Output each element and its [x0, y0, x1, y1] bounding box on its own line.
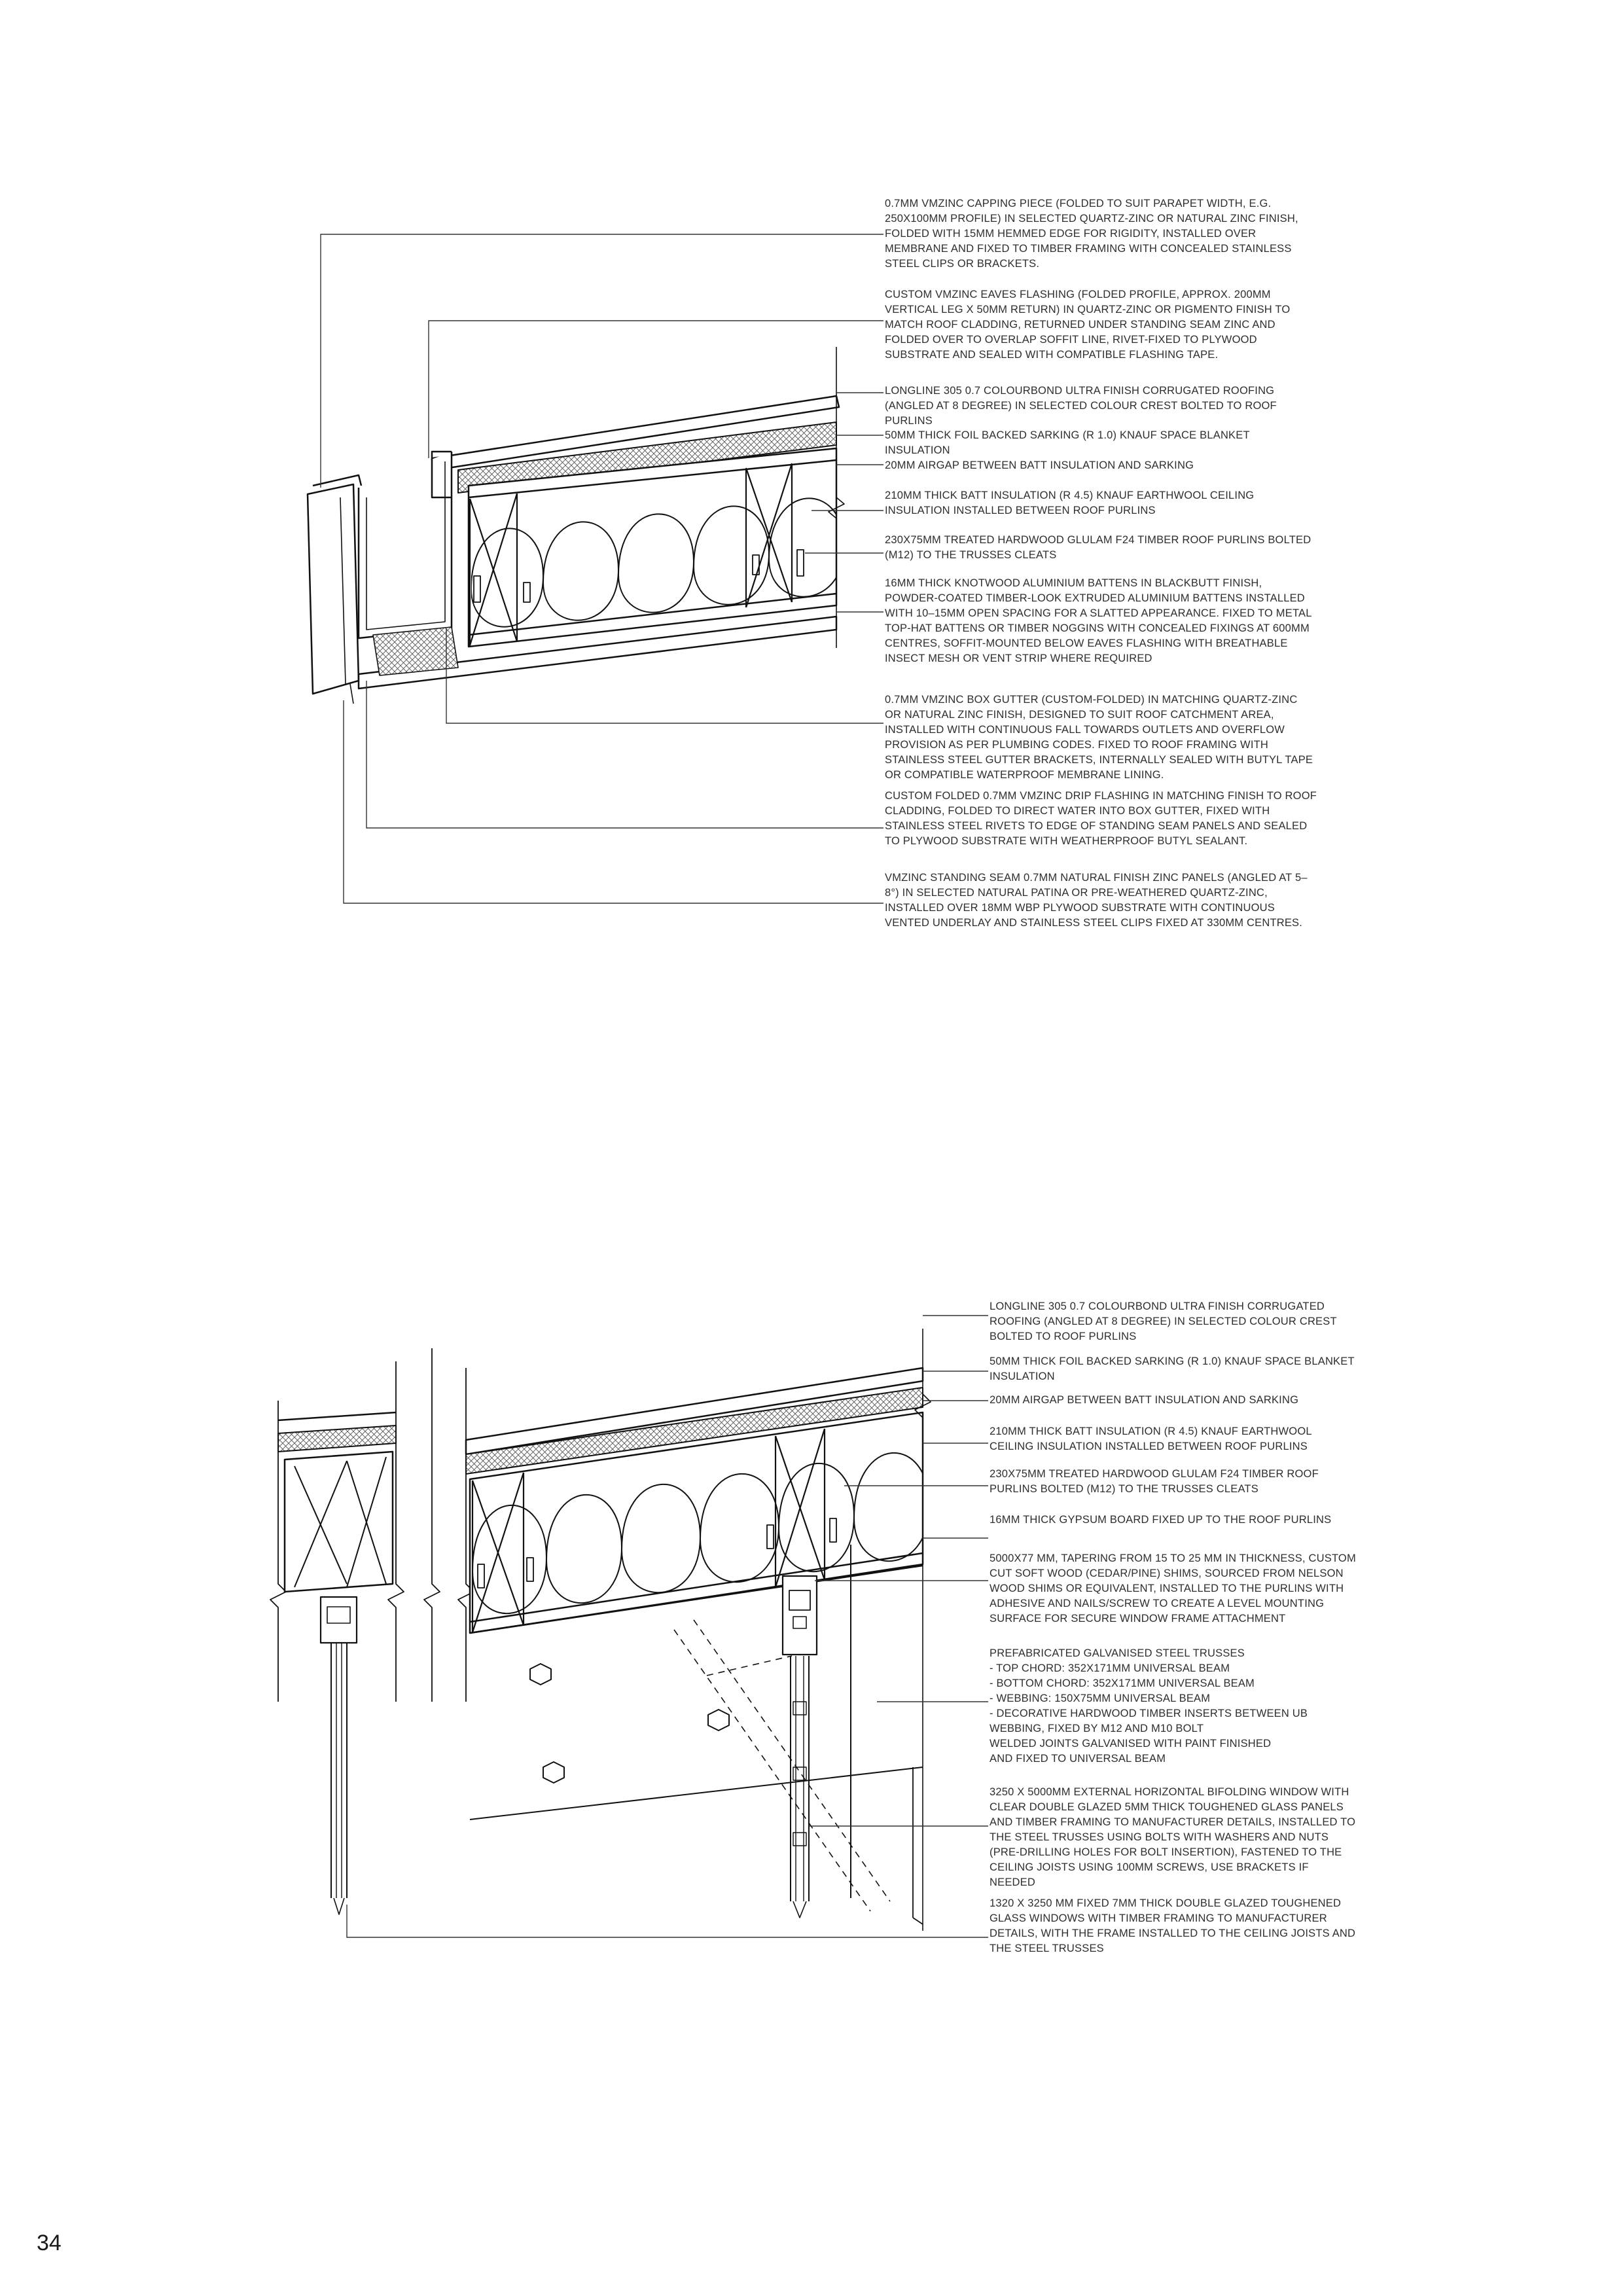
note-box-gutter: 0.7MM VMZINC BOX GUTTER (CUSTOM-FOLDED) IN MATCHING QUARTZ-ZINC OR NATURAL ZINC FINISH, DESIGNED TO SUIT ROOF CATCHMENT AREA, INSTALLED WITH CONTINUOUS FALL TOWARDS OUTLETS AND OVERFLOW PROVISION AS PER PLUMBING CODES. FIXED TO ROOF FRAMING WITH STAINLESS STEEL GUTTER BRACKETS, INTERNALLY SEALED WITH BUTYL TAPE OR COMPATIBLE WATERPROOF MEMBRANE LINING. — [885, 694, 1313, 781]
note-airgap: 20MM AIRGAP BETWEEN BATT INSULATION AND SARKING — [885, 459, 1194, 471]
note-sarking: 50MM THICK FOIL BACKED SARKING (R 1.0) KNAUF SPACE BLANKET INSULATION — [885, 429, 1250, 456]
note-roof-sheeting: LONGLINE 305 0.7 COLOURBOND ULTRA FINISH CORRUGATED ROOFING (ANGLED AT 8 DEGREE) IN SELECTED COLOUR CREST BOLTED TO ROOF PURLINS — [885, 385, 1277, 427]
parapet-fascia — [308, 475, 361, 704]
note-eaves-flashing: CUSTOM VMZINC EAVES FLASHING (FOLDED PROFILE, APPROX. 200MM VERTICAL LEG X 50MM RETURN) IN QUARTZ-ZINC OR PIGMENTO FINISH TO MATCH ROOF CLADDING, RETURNED UNDER STANDING SEAM ZINC AND FOLDED OVER TO OVERLAP SOFFIT LINE, RIVET-FIXED TO PLYWOOD SUBSTRATE AND SEALED WITH COMPATIBLE FLASHING TAPE. — [885, 289, 1291, 361]
note-batt-insulation: 210MM THICK BATT INSULATION (R 4.5) KNAUF EARTHWOOL CEILING INSULATION INSTALLED BETWEEN ROOF PURLINS — [990, 1426, 1312, 1452]
note-batt-insulation: 210MM THICK BATT INSULATION (R 4.5) KNAUF EARTHWOOL CEILING INSULATION INSTALLED BETWEEN ROOF PURLINS — [885, 490, 1255, 516]
note-timber-shims: 5000X77 MM, TAPERING FROM 15 TO 25 MM IN THICKNESS, CUSTOM CUT SOFT WOOD (CEDAR/PINE) SHIMS, SOURCED FROM NELSON WOOD SHIMS OR EQUIVALENT, INSTALLED TO THE PURLINS WITH ADHESIVE AND NAILS/SCREW TO CREATE A LEVEL MOUNTING SURFACE FOR SECURE WINDOW FRAME ATTACHMENT — [990, 1552, 1356, 1624]
note-sarking: 50MM THICK FOIL BACKED SARKING (R 1.0) KNAUF SPACE BLANKET INSULATION — [990, 1355, 1355, 1382]
note-airgap: 20MM AIRGAP BETWEEN BATT INSULATION AND SARKING — [990, 1394, 1299, 1406]
note-purlins: 230X75MM TREATED HARDWOOD GLULAM F24 TIMBER ROOF PURLINS BOLTED (M12) TO THE TRUSSES CLEATS — [885, 534, 1311, 561]
note-aluminium-battens: 16MM THICK KNOTWOOD ALUMINIUM BATTENS IN BLACKBUTT FINISH, POWDER-COATED TIMBER-LOOK EXTRUDED ALUMINIUM BATTENS INSTALLED WITH 10–15MM OPEN SPACING FOR A SLATTED APPEARANCE. FIXED TO METAL TOP-HAT BATTENS OR TIMBER NOGGINS WITH CONCEALED FIXINGS AT 600MM CENTRES, SOFFIT-MOUNTED BELOW EAVES FLASHING WITH BREATHABLE INSECT MESH OR VENT STRIP WHERE REQUIRED — [885, 577, 1311, 664]
page-number: 34 — [37, 2231, 62, 2255]
note-standing-seam: VMZINC STANDING SEAM 0.7MM NATURAL FINISH ZINC PANELS (ANGLED AT 5–8°) IN SELECTED NATURAL PATINA OR PRE-WEATHERED QUARTZ-ZINC, INSTALLED OVER 18MM WBP PLYWOOD SUBSTRATE WITH CONTINUOUS VENTED UNDERLAY AND STAINLESS STEEL CLIPS FIXED AT 330MM CENTRES. — [885, 872, 1308, 929]
note-roof-sheeting: LONGLINE 305 0.7 COLOURBOND ULTRA FINISH CORRUGATED ROOFING (ANGLED AT 8 DEGREE) IN SELECTED COLOUR CREST BOLTED TO ROOF PURLINS — [990, 1300, 1337, 1342]
roof-window-section — [270, 1329, 931, 1931]
note-steel-trusses: PREFABRICATED GALVANISED STEEL TRUSSES - TOP CHORD: 352X171MM UNIVERSAL BEAM - BOTTOM CHORD: 352X171MM UNIVERSAL BEAM - WEBBING: 150X75MM UNIVERSAL BEAM - DECORATIVE HARDWOOD TIMBER INSERTS BETWEEN UB WEBBING, FIXED BY M12 AND M10 BOLT WELDED JOINTS GALVANISED WITH PAINT FINISHED AND FIXED TO UNIVERSAL BEAM — [990, 1647, 1308, 1765]
eaves-box-gutter-section — [308, 347, 844, 704]
note-gypsum-board: 16MM THICK GYPSUM BOARD FIXED UP TO THE ROOF PURLINS — [990, 1514, 1332, 1526]
fixed-window-frame — [321, 1597, 357, 1914]
note-bifold-window: 3250 X 5000MM EXTERNAL HORIZONTAL BIFOLDING WINDOW WITH CLEAR DOUBLE GLAZED 5MM THICK TOUGHENED GLASS PANELS AND TIMBER FRAMING TO MANUFACTURER DETAILS, INSTALLED TO THE STEEL TRUSSES USING BOLTS WITH WASHERS AND NUTS (PRE-DRILLING HOLES FOR BOLT INSERTION), FASTENED TO THE CEILING JOISTS USING 100MM SCREWS, USE BRACKETS IF NEEDED — [990, 1786, 1356, 1888]
note-purlins: 230X75MM TREATED HARDWOOD GLULAM F24 TIMBER ROOF PURLINS BOLTED (M12) TO THE TRUSSES CLEATS — [990, 1468, 1319, 1495]
note-fixed-window: 1320 X 3250 MM FIXED 7MM THICK DOUBLE GLAZED TOUGHENED GLASS WINDOWS WITH TIMBER FRAMING TO MANUFACTURER DETAILS, WITH THE FRAME INSTALLED TO THE CEILING JOISTS AND THE STEEL TRUSSES — [990, 1897, 1356, 1954]
bifold-window-frame — [783, 1576, 817, 1918]
note-capping-piece: 0.7MM VMZINC CAPPING PIECE (FOLDED TO SUIT PARAPET WIDTH, E.G. 250X100MM PROFILE) IN SELECTED QUARTZ-ZINC OR NATURAL ZINC FINISH, FOLDED WITH 15MM HEMMED EDGE FOR RIGIDITY, INSTALLED OVER MEMBRANE AND FIXED TO TIMBER FRAMING WITH CONCEALED STAINLESS STEEL CLIPS OR BRACKETS. — [885, 198, 1298, 270]
box-gutter — [359, 452, 452, 638]
note-drip-flashing: CUSTOM FOLDED 0.7MM VMZINC DRIP FLASHING IN MATCHING FINISH TO ROOF CLADDING, FOLDED TO DIRECT WATER INTO BOX GUTTER, FIXED WITH STAINLESS STEEL RIVETS TO EDGE OF STANDING SEAM PANELS AND SEALED TO PLYWOOD SUBSTRATE WITH WEATHERPROOF BUTYL SEALANT. — [885, 790, 1317, 847]
